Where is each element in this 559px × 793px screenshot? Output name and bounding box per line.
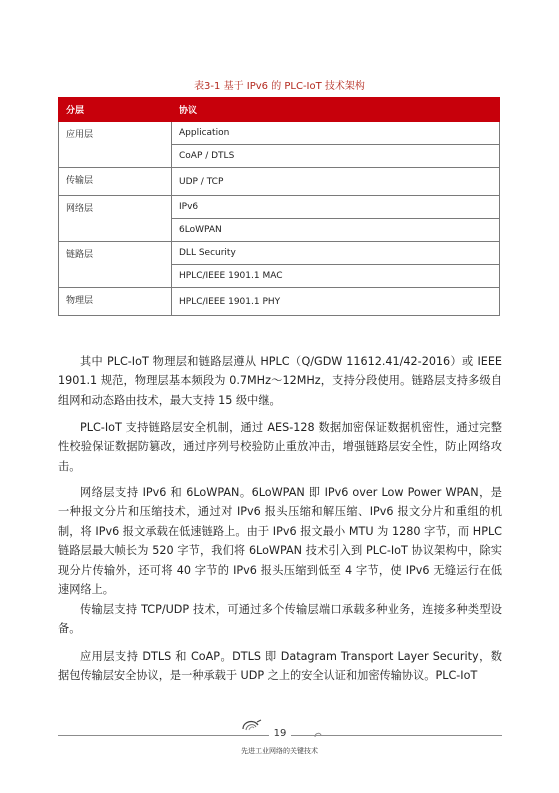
paragraph-text: 传输层支持 TCP/UDP 技术，可通过多个传输层端口承载多种业务，连接多种类型设备。 xyxy=(58,603,502,636)
paragraph-text: PLC-IoT 支持链路层安全机制，通过 AES-128 数据加密保证数据机密性，通过完整性校验保证数据防篡改，通过序列号校验防止重放冲击，增强链路层安全性，防止网络攻击。 xyxy=(58,421,502,473)
table-caption: 表3-1 基于 IPv6 的 PLC-IoT 技术架构 xyxy=(194,81,365,92)
layer-cell: 网络层 xyxy=(59,196,172,242)
table-row xyxy=(59,242,500,265)
body-paragraph xyxy=(58,483,502,599)
table-row xyxy=(59,288,500,316)
table-header-row xyxy=(59,98,500,122)
protocol-cell: IPv6 xyxy=(172,196,500,219)
small-swirl-icon xyxy=(313,725,323,735)
table-row xyxy=(59,122,500,145)
protocol-cell: HPLC/IEEE 1901.1 PHY xyxy=(172,288,500,316)
body-paragraph xyxy=(58,418,502,476)
architecture-table xyxy=(58,97,500,316)
layer-cell: 传输层 xyxy=(59,168,172,196)
protocol-cell: Application xyxy=(172,122,500,145)
body-paragraph xyxy=(58,647,502,686)
paragraph-text: 网络层支持 IPv6 和 6LoWPAN。6LoWPAN 即 IPv6 over Low Power WPAN，是一种报文分片和压缩技术，通过对 IPv6 报头压缩和解压缩、IPv6 报文分片和重组的机制，将 IPv6 报文承载在低速链路上。由于 IPv6 报文最小 MTU 为 1280 字节，而 HPLC 链路层最大帧长为 520 字节，我们将 6LoWPAN 技术引入到 PLC-IoT 协议架构中，除实现分片传输外，还可将 40 字节的 IPv6 报头压缩到低至 4 字节，使 IPv6 无缝运行在低速网络上。 xyxy=(58,486,502,597)
layer-cell: 链路层 xyxy=(59,242,172,288)
protocol-cell: UDP / TCP xyxy=(172,168,500,196)
protocol-cell: CoAP / DTLS xyxy=(172,145,500,168)
body-paragraph xyxy=(58,600,502,639)
table-row xyxy=(59,168,500,196)
body-paragraph xyxy=(58,352,502,410)
footer-title: 先进工业网络的关键技术 xyxy=(241,747,318,755)
paragraph-text: 其中 PLC-IoT 物理层和链路层遵从 HPLC（Q/GDW 11612.41/42-2016）或 IEEE 1901.1 规范，物理层基本频段为 0.7MHz～12MHz，支持分段使用。链路层支持多级自组网和动态路由技术，最大支持 15 级中继。 xyxy=(58,355,502,407)
protocol-cell: DLL Security xyxy=(172,242,500,265)
header-layer: 分层 xyxy=(59,98,172,122)
page-number: 19 xyxy=(269,728,291,739)
table-row xyxy=(59,196,500,219)
protocol-cell: 6LoWPAN xyxy=(172,219,500,242)
layer-cell: 应用层 xyxy=(59,122,172,168)
paragraph-text: 应用层支持 DTLS 和 CoAP。DTLS 即 Datagram Transport Layer Security，数据包传输层安全协议，是一种承载于 UDP 之上的安全认证和加密传输协议。PLC-IoT xyxy=(58,650,502,683)
layer-cell: 物理层 xyxy=(59,288,172,316)
protocol-cell: HPLC/IEEE 1901.1 MAC xyxy=(172,265,500,288)
header-protocol: 协议 xyxy=(172,98,500,122)
swirl-logo-icon xyxy=(240,717,264,735)
